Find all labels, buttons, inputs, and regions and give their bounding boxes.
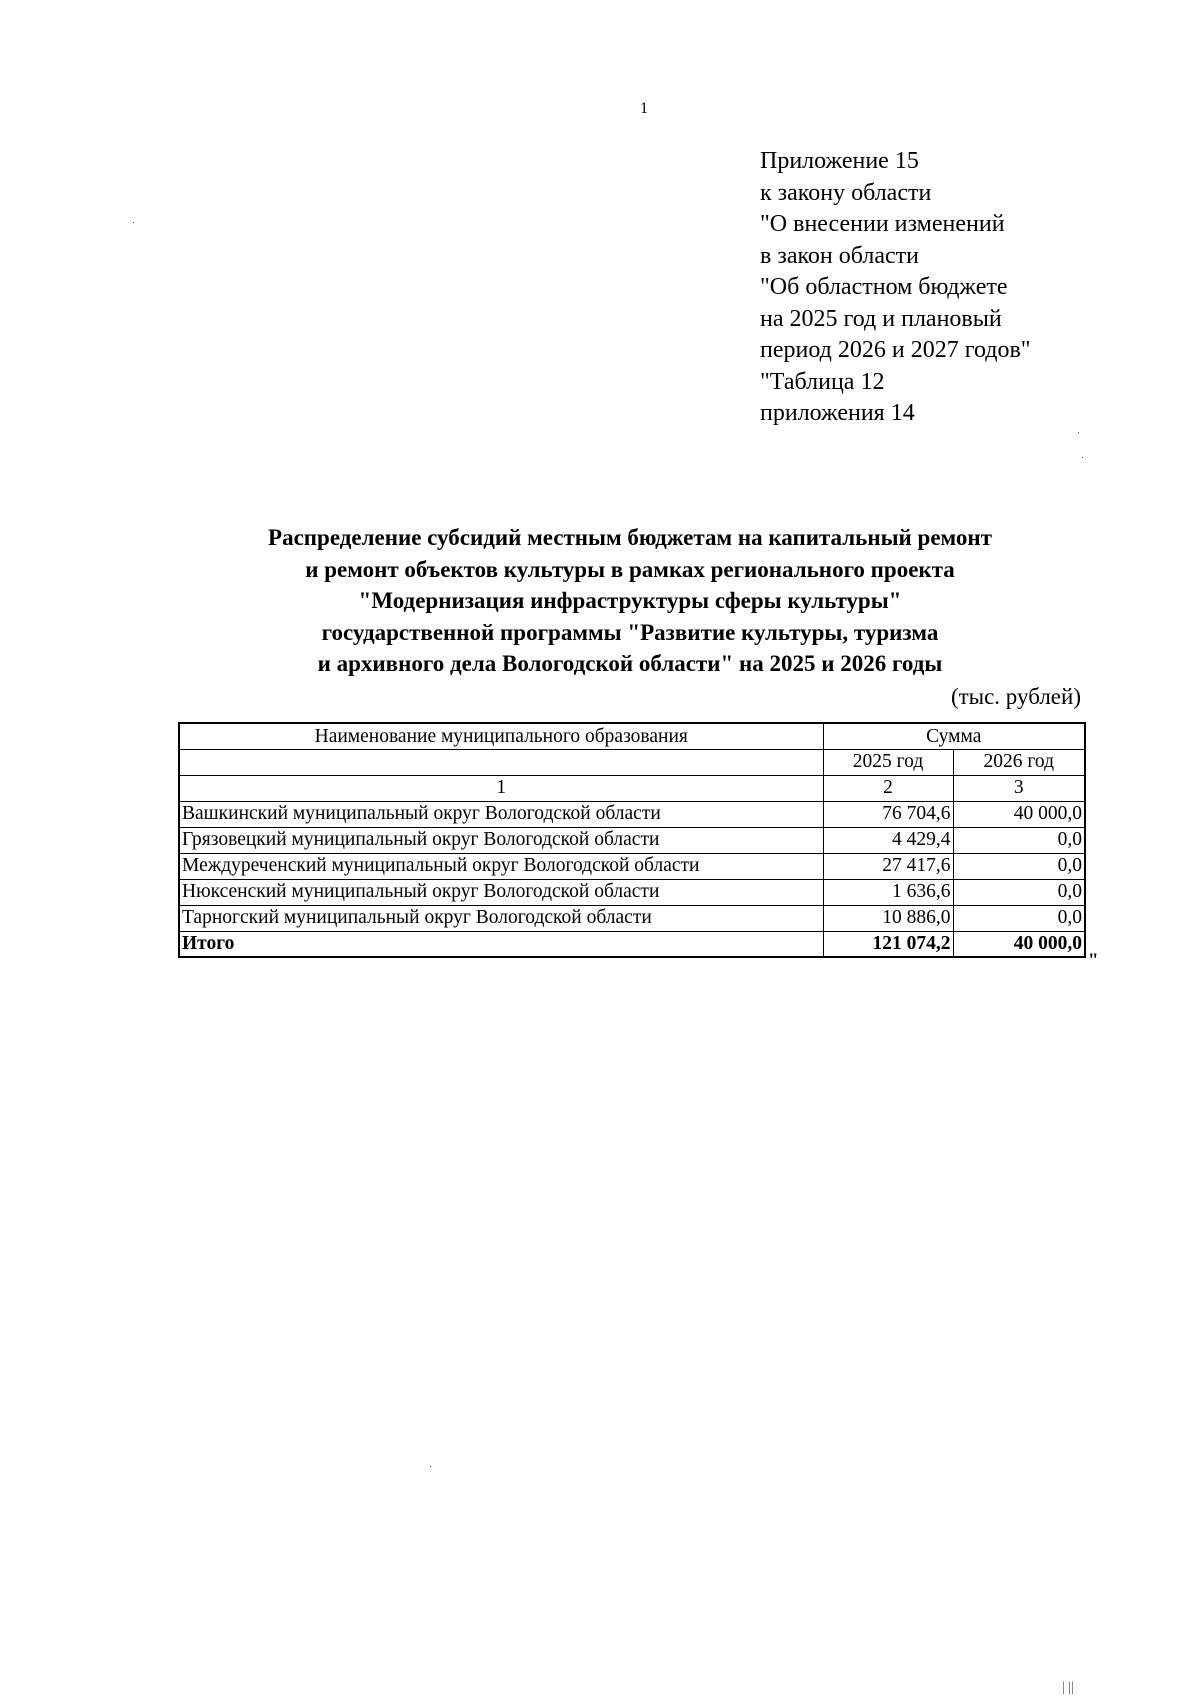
column-number: 1 (179, 775, 823, 801)
footer-marks: | || (1062, 1680, 1074, 1695)
row-value-2026: 0,0 (953, 853, 1085, 879)
column-number: 3 (953, 775, 1085, 801)
appendix-line: "Таблица 12 (760, 368, 885, 395)
appendix-block (760, 146, 1031, 430)
table-header-row (179, 723, 1085, 749)
column-number: 2 (823, 775, 953, 801)
table-year-row (179, 749, 1085, 775)
scan-speck (133, 222, 134, 223)
title-line: Распределение субсидий местным бюджетам на капитальный ремонт (268, 525, 992, 550)
appendix-line: "Об областном бюджете (760, 274, 1008, 300)
scan-speck (430, 1466, 431, 1467)
closing-quote: " (1088, 950, 1099, 971)
units-label: (тыс. рублей) (950, 684, 1081, 709)
document-title (150, 522, 1110, 680)
header-name: Наименование муниципального образования (179, 723, 823, 749)
subsidy-table (178, 722, 1086, 958)
title-line: и архивного дела Вологодской области" на 2025 и 2026 годы (317, 651, 943, 676)
header-year-2026: 2026 год (953, 749, 1085, 775)
row-value-2026: 0,0 (953, 905, 1085, 931)
header-sum: Сумма (823, 723, 1085, 749)
row-name: Тарногский муниципальный округ Вологодской области (179, 905, 823, 931)
row-name: Нюксенский муниципальный округ Вологодской области (179, 879, 823, 905)
table-row (179, 879, 1085, 905)
table-row (179, 801, 1085, 827)
row-value-2025: 4 429,4 (823, 827, 953, 853)
table-row (179, 827, 1085, 853)
row-name: Вашкинский муниципальный округ Вологодской области (179, 801, 823, 827)
total-value-2025: 121 074,2 (823, 931, 953, 957)
scan-speck (1078, 432, 1079, 433)
row-value-2025: 76 704,6 (823, 801, 953, 827)
title-line: государственной программы "Развитие культуры, туризма (321, 619, 939, 645)
row-value-2026: 40 000,0 (953, 801, 1085, 827)
appendix-line: Приложение 15 (760, 148, 919, 174)
title-line: и ремонт объектов культуры в рамках регионального проекта (305, 556, 955, 582)
table-column-numbers-row (179, 775, 1085, 801)
header-name-spacer (179, 749, 823, 775)
appendix-line: на 2025 год и плановый (760, 305, 1002, 332)
row-value-2025: 1 636,6 (823, 879, 953, 905)
total-value-2026: 40 000,0 (953, 931, 1085, 957)
row-value-2026: 0,0 (953, 827, 1085, 853)
table-row (179, 905, 1085, 931)
row-name: Междуреченский муниципальный округ Вологодской области (179, 853, 823, 879)
header-year-2025: 2025 год (823, 749, 953, 775)
row-value-2025: 27 417,6 (823, 853, 953, 879)
appendix-line: период 2026 и 2027 годов" (760, 337, 1031, 363)
title-line: "Модернизация инфраструктуры сферы культуры" (358, 588, 902, 613)
table-row (179, 853, 1085, 879)
row-name: Грязовецкий муниципальный округ Вологодской области (179, 827, 823, 853)
row-value-2026: 0,0 (953, 879, 1085, 905)
row-value-2025: 10 886,0 (823, 905, 953, 931)
appendix-line: в закон области (760, 242, 919, 269)
page-number: 1 (640, 100, 648, 117)
appendix-line: "О внесении изменений (760, 211, 1005, 237)
appendix-line: к закону области (760, 179, 932, 206)
total-name: Итого (179, 931, 823, 957)
appendix-line: приложения 14 (760, 400, 915, 426)
scan-speck (1082, 457, 1083, 458)
table-total-row (179, 931, 1085, 957)
